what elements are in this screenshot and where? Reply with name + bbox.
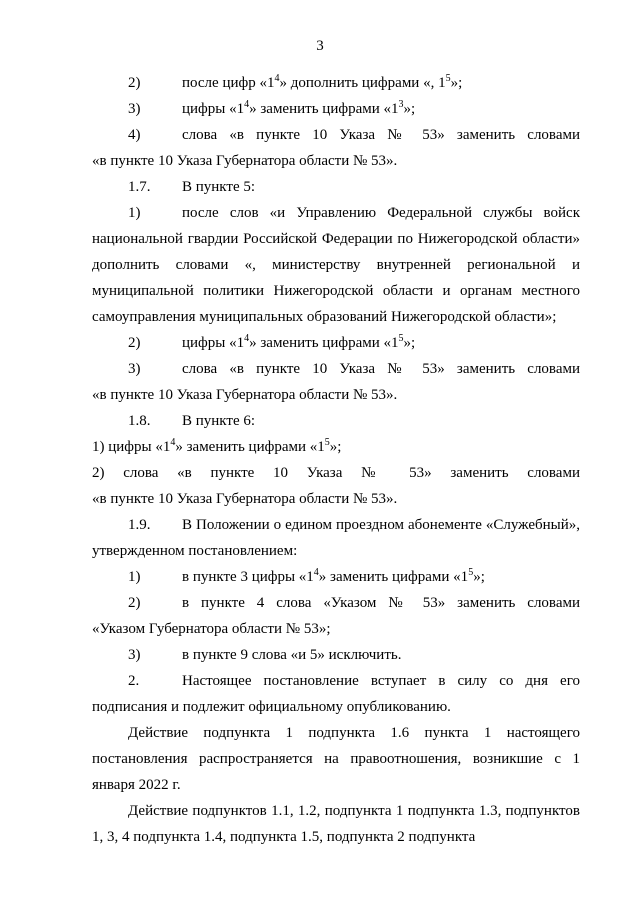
item-continuation: «в пункте 10 Указа Губернатора области № 53». — [92, 491, 398, 507]
item-number: 2) — [128, 595, 141, 611]
list-item: 1) цифры «$1^4$» заменить цифрами «$1^5$»; — [92, 437, 342, 455]
list-item — [92, 564, 580, 590]
section-text: В пункте 6: — [182, 413, 256, 429]
item-text: слова «в пункте 10 Указа № 53» заменить словами — [182, 127, 580, 143]
section-continuation: утвержденном постановлением: — [92, 543, 298, 559]
item-continuation: «Указом Губернатора области № 53»; — [92, 621, 331, 637]
list-item — [92, 330, 580, 356]
item-text: после цифр «$1^4$» дополнить цифрами «, $1^5$»; — [182, 73, 463, 91]
item-number: 3) — [128, 361, 141, 377]
section-number: 1.9. — [128, 517, 151, 533]
item-number: 4) — [128, 127, 141, 143]
section-heading — [92, 174, 580, 200]
item-number: 1) — [128, 205, 141, 221]
list-item — [92, 590, 580, 616]
item-text: после слов «и Управлению Федеральной службы войск — [182, 205, 580, 221]
item-continuation: «в пункте 10 Указа Губернатора области № 53». — [92, 387, 398, 403]
item-number: 3) — [128, 101, 141, 117]
item-text: цифры «$1^4$» заменить цифрами «$1^3$»; — [182, 99, 416, 117]
item-number: 3) — [128, 647, 141, 663]
item-text: в пункте 4 слова «Указом № 53» заменить словами — [182, 595, 580, 611]
section-number: 1.8. — [128, 413, 151, 429]
section-heading — [92, 512, 580, 538]
list-item — [92, 356, 580, 382]
section-text: В пункте 5: — [182, 179, 256, 195]
item-number: 2) — [128, 335, 141, 351]
list-item — [92, 642, 580, 668]
list-item — [92, 200, 580, 226]
list-item: 2) слова «в пункте 10 Указа № 53» заменить словами — [92, 465, 580, 481]
paragraph: Действие подпунктов 1.1, 1.2, подпункта 1 подпункта 1.3, подпунктов 1, 3, 4 подпункта 1.4, подпункта 1.5, подпункта 2 подпункта — [92, 803, 580, 845]
paragraph: Действие подпункта 1 подпункта 1.6 пункта 1 настоящего постановления распространяется на правоотношения, возникшие с 1 января 2022 г. — [92, 725, 580, 793]
item-number: 1) — [128, 569, 141, 585]
list-item — [92, 122, 580, 148]
page-number: 3 — [316, 38, 324, 54]
section-continuation: подписания и подлежит официальному опубликованию. — [92, 699, 451, 715]
section-text: В Положении о едином проездном абонементе «Служебный», — [182, 517, 580, 533]
section-number: 2. — [128, 673, 140, 689]
section-text: Настоящее постановление вступает в силу со дня его — [182, 673, 580, 689]
item-number: 2) — [128, 75, 141, 91]
item-text: в пункте 3 цифры «$1^4$» заменить цифрами «$1^5$»; — [182, 567, 485, 585]
list-item — [92, 70, 580, 96]
section-heading — [92, 668, 580, 694]
item-continuation: «в пункте 10 Указа Губернатора области № 53». — [92, 153, 398, 169]
item-text: слова «в пункте 10 Указа № 53» заменить словами — [182, 361, 580, 377]
item-text: в пункте 9 слова «и 5» исключить. — [182, 647, 402, 663]
document-body — [92, 70, 580, 850]
list-item — [92, 96, 580, 122]
section-heading — [92, 408, 580, 434]
item-text: цифры «$1^4$» заменить цифрами «$1^5$»; — [182, 333, 416, 351]
item-continuation: национальной гвардии Российской Федерации по Нижегородской области» дополнить словами «, министерству внутренней региональной и муниципальной политики Нижегородской области и органам местного самоуправления муниципальных образований Нижегородской области»; — [92, 231, 580, 325]
section-number: 1.7. — [128, 179, 151, 195]
